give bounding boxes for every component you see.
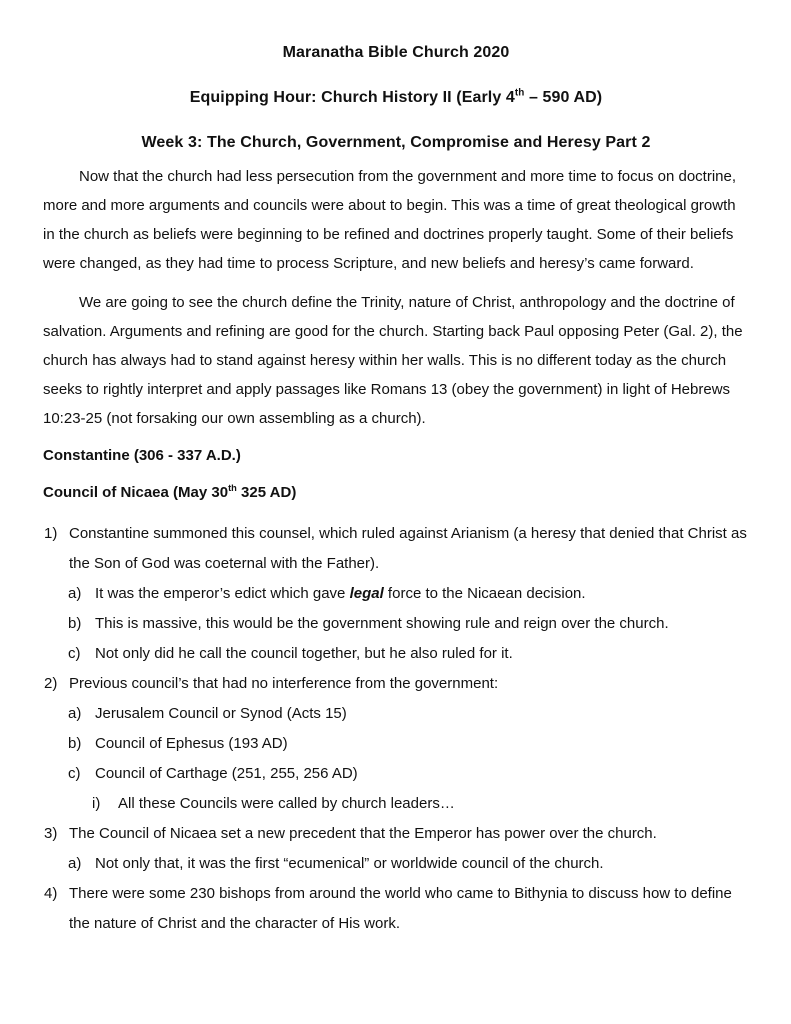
list-item-text	[95, 759, 749, 789]
text-segment: Not only did he call the council together, but he also ruled for it.	[95, 645, 513, 662]
list-item	[44, 879, 749, 939]
list-item-text	[95, 639, 749, 669]
list-marker: 1)	[44, 525, 58, 542]
list-item	[68, 579, 749, 609]
section-heading-nicaea	[43, 478, 749, 507]
list-item-text	[95, 729, 749, 759]
list-item-text	[69, 879, 749, 939]
intro-paragraph-2: We are going to see the church define the Trinity, nature of Christ, anthropology and the doctrine of salvation. Arguments and refining are good for the church. Starting back Paul opposing Peter (Gal. 2), the church has always had to stand against heresy within her walls. This is no different today as the church seeks to rightly interpret and apply passages like Romans 13 (obey the government) in light of Hebrews 10:23-25 (not forsaking our own assembling as a church).	[43, 294, 743, 427]
list-item	[68, 609, 749, 639]
list-item	[68, 759, 749, 789]
list-item-text	[95, 699, 749, 729]
text-segment: Previous council’s that had no interference from the government:	[69, 675, 499, 692]
document-header	[43, 44, 749, 152]
text-segment: – 590 AD)	[524, 89, 603, 106]
text-segment: Week 3: The Church, Government, Compromise and Heresy Part 2	[141, 134, 651, 151]
text-segment: Maranatha Bible Church 2020	[282, 44, 510, 61]
list-marker: 4)	[44, 885, 58, 902]
document-title	[43, 44, 749, 62]
list-marker: a)	[68, 585, 82, 602]
list-item	[68, 849, 749, 879]
list-item-text	[95, 579, 749, 609]
list-item-text	[69, 819, 749, 849]
text-segment: The Council of Nicaea set a new precedent that the Emperor has power over the church.	[69, 825, 657, 842]
list-item	[68, 729, 749, 759]
list-item	[68, 699, 749, 729]
list-item	[68, 639, 749, 669]
list-item	[44, 519, 749, 579]
list-marker: b)	[68, 615, 82, 632]
list-item-text	[95, 609, 749, 639]
list-item-text	[95, 849, 749, 879]
list-marker: 2)	[44, 675, 58, 692]
list-item	[92, 789, 749, 819]
text-segment: Council of Nicaea (May 30	[43, 484, 229, 501]
text-segment: force to the Nicaean decision.	[383, 585, 586, 602]
list-item	[44, 819, 749, 849]
list-marker: c)	[68, 765, 81, 782]
text-segment-sup: th	[228, 483, 237, 493]
text-segment-bi: legal	[349, 585, 384, 602]
text-segment: Constantine (306 - 337 A.D.)	[43, 447, 241, 464]
text-segment: It was the emperor’s edict which gave	[95, 585, 350, 602]
text-segment: Jerusalem Council or Synod (Acts 15)	[95, 705, 347, 722]
document-subtitle	[43, 89, 749, 107]
list-marker: c)	[68, 645, 81, 662]
list-item-text	[69, 519, 749, 579]
text-segment: Equipping Hour: Church History II (Early 4	[189, 89, 515, 106]
text-segment: Constantine summoned this counsel, which ruled against Arianism (a heresy that denied that Christ as the Son of God was coeternal with the Father).	[69, 525, 747, 572]
intro-paragraph-1: Now that the church had less persecution from the government and more time to focus on doctrine, more and more arguments and councils were about to begin. This was a time of great theological growth in the church as beliefs were beginning to be refined and doctrines properly taught. Some of their beliefs were changed, as they had time to process Scripture, and new beliefs and heresy’s came forward.	[43, 168, 737, 272]
list-item-text	[118, 789, 749, 819]
list-marker: i)	[92, 795, 101, 812]
document-week-title	[43, 134, 749, 152]
text-segment: Not only that, it was the first “ecumenical” or worldwide council of the church.	[95, 855, 604, 872]
list-marker: b)	[68, 735, 82, 752]
text-segment: Council of Ephesus (193 AD)	[95, 735, 288, 752]
list-marker: a)	[68, 855, 82, 872]
text-segment: This is massive, this would be the government showing rule and reign over the church.	[95, 615, 669, 632]
text-segment: All these Councils were called by church leaders…	[118, 795, 455, 812]
text-segment: Council of Carthage (251, 255, 256 AD)	[95, 765, 358, 782]
section-heading-constantine	[43, 441, 749, 470]
text-segment: 325 AD)	[236, 484, 297, 501]
text-segment-sup: th	[514, 87, 525, 99]
outline-list	[43, 519, 749, 939]
text-segment: There were some 230 bishops from around the world who came to Bithynia to discuss how to define the nature of Christ and the character of His work.	[69, 885, 732, 932]
list-marker: 3)	[44, 825, 58, 842]
list-item	[44, 669, 749, 699]
list-marker: a)	[68, 705, 82, 722]
list-item-text	[69, 669, 749, 699]
